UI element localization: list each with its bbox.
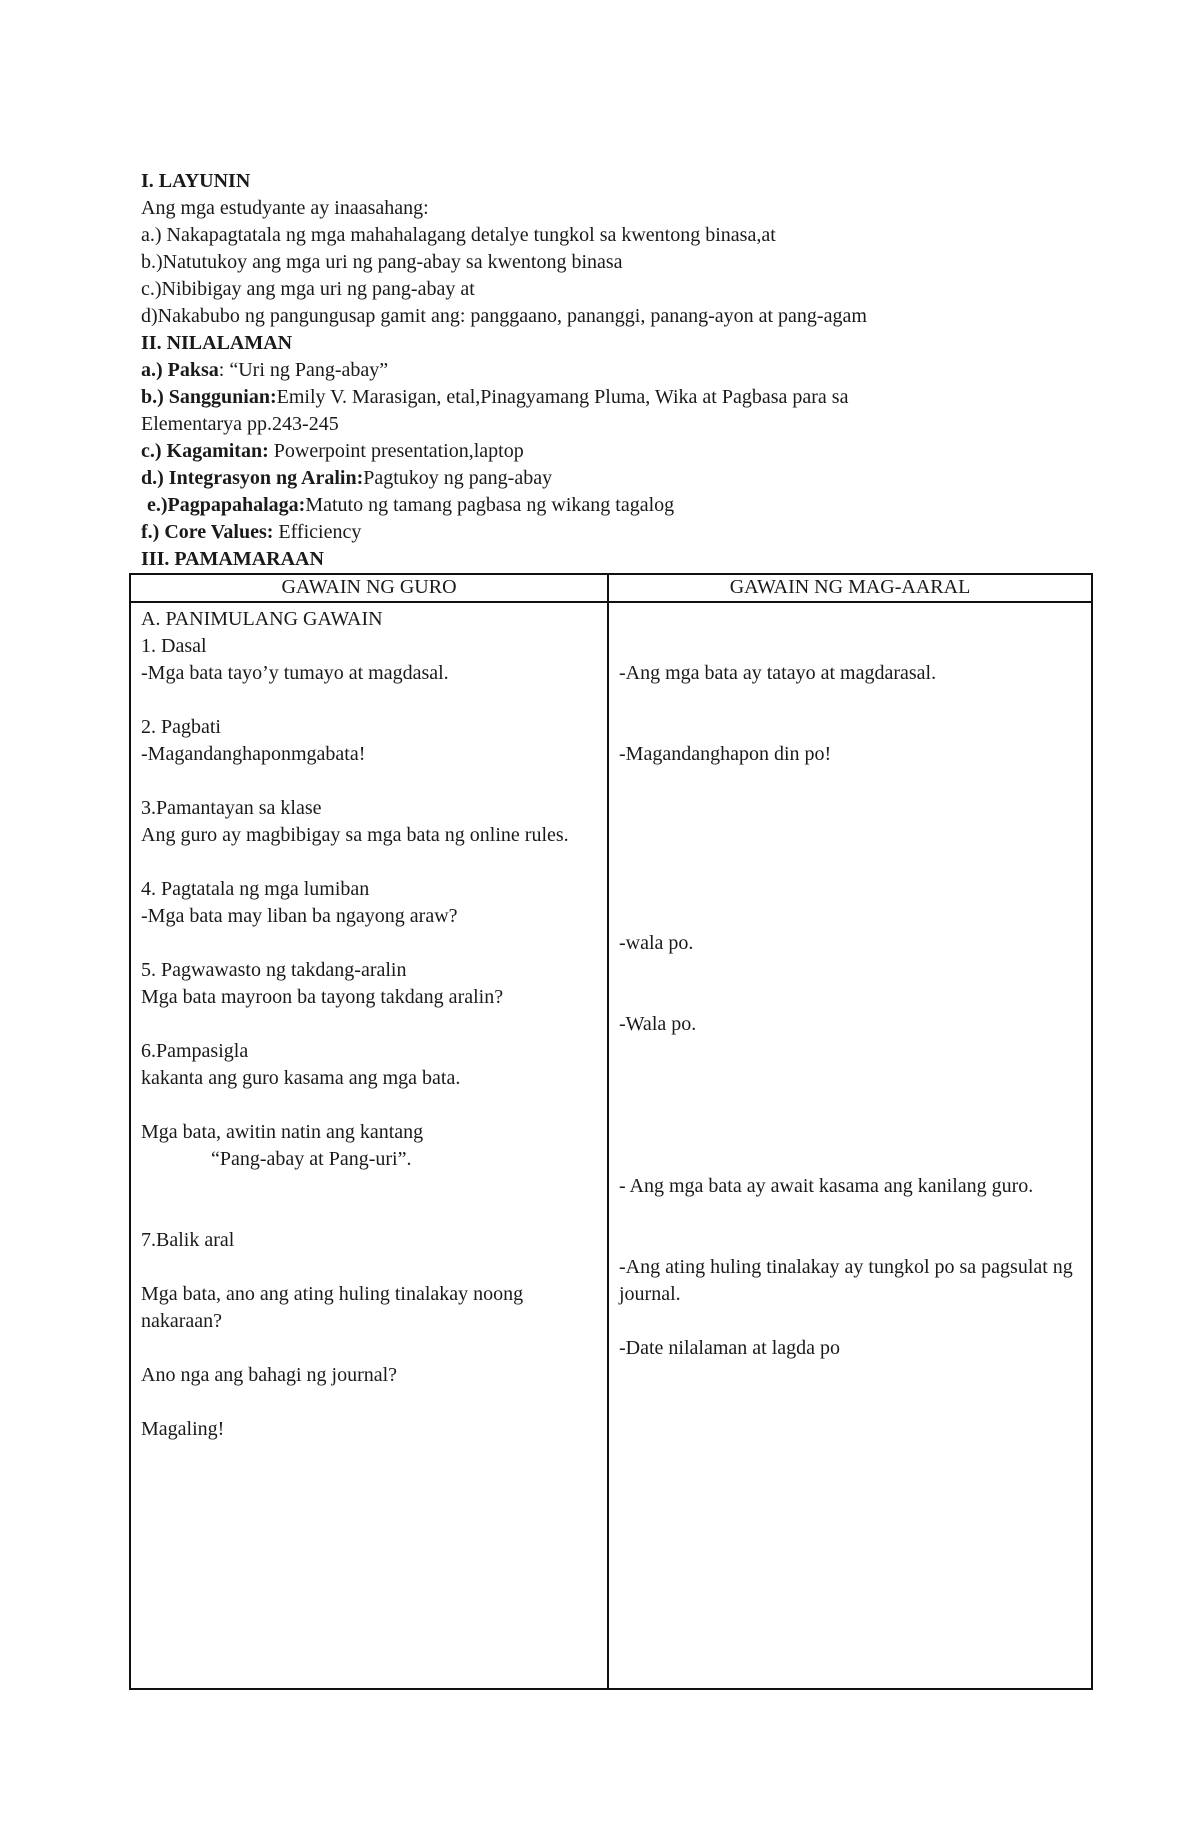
sanggunian-row <box>141 384 1081 411</box>
pagpapahalaga-value: Matuto ng tamang pagbasa ng wikang tagalog <box>305 494 675 516</box>
kagamitan-value: Powerpoint presentation,laptop <box>268 440 524 462</box>
awit-title: “Pang-abay at Pang-uri”. <box>211 1148 412 1170</box>
pamamaraan-table <box>129 573 1093 1690</box>
balik-aral-question-1: Mga bata, ano ang ating huling tinalakay noong nakaraan? <box>141 1283 524 1332</box>
nilalaman-heading: II. NILALAMAN <box>141 332 293 354</box>
table-header-row <box>130 574 1092 602</box>
guro-column <box>130 602 608 1689</box>
pamantayan-text: Ang guro ay magbibigay sa mga bata ng online rules. <box>141 824 569 846</box>
balik-aral-question-2: Ano nga ang bahagi ng journal? <box>141 1364 398 1386</box>
sagot-takdang: -Wala po. <box>619 1013 697 1035</box>
sagot-lumiban: -wala po. <box>619 932 694 954</box>
integrasyon-row <box>141 465 1081 492</box>
integrasyon-value: Pagtukoy ng pang-abay <box>363 467 553 489</box>
core-values-label: f.) Core Values: <box>141 521 274 543</box>
pamantayan-title: 3.Pamantayan sa klase <box>141 797 322 819</box>
layunin-item-d: d)Nakabubo ng pangungusap gamit ang: panggaano, pananggi, panang-ayon at pang-agam <box>141 305 867 327</box>
sanggunian-label: b.) Sanggunian: <box>141 386 277 408</box>
balik-aral-title: 7.Balik aral <box>141 1229 235 1251</box>
panimula-heading: A. PANIMULANG GAWAIN <box>141 608 383 630</box>
takdang-title: 5. Pagwawasto ng takdang-aralin <box>141 959 407 981</box>
paksa-row <box>141 357 1081 384</box>
sagot-balik-aral-1: -Ang ating huling tinalakay ay tungkol po sa pagsulat ng journal. <box>619 1256 1073 1305</box>
kagamitan-label: c.) Kagamitan: <box>141 440 269 462</box>
kagamitan-row <box>141 438 1081 465</box>
pamamaraan-heading: III. PAMAMARAAN <box>141 548 324 570</box>
core-values-value: Efficiency <box>273 521 362 543</box>
dasal-title: 1. Dasal <box>141 635 207 657</box>
sagot-dasal: -Ang mga bata ay tatayo at magdarasal. <box>619 662 937 684</box>
layunin-item-a: a.) Nakapagtatala ng mga mahahalagang detalye tungkol sa kwentong binasa,at <box>141 224 776 246</box>
col-header-guro: GAWAIN NG GURO <box>130 574 608 602</box>
pagpapahalaga-label: e.)Pagpapahalaga: <box>147 494 306 516</box>
col-header-mag-aaral: GAWAIN NG MAG-AARAL <box>608 574 1092 602</box>
dasal-text: -Mga bata tayo’y tumayo at magdasal. <box>141 662 449 684</box>
lumiban-text: -Mga bata may liban ba ngayong araw? <box>141 905 458 927</box>
magaling-text: Magaling! <box>141 1418 225 1440</box>
sanggunian-value-cont: Elementarya pp.243-245 <box>141 413 339 435</box>
takdang-text: Mga bata mayroon ba tayong takdang aralin? <box>141 986 504 1008</box>
layunin-item-c: c.)Nibibigay ang mga uri ng pang-abay at <box>141 278 475 300</box>
layunin-intro: Ang mga estudyante ay inaasahang: <box>141 197 429 219</box>
paksa-value: : “Uri ng Pang-abay” <box>218 359 389 381</box>
sagot-awit: - Ang mga bata ay await kasama ang kanilang guro. <box>619 1175 1034 1197</box>
awit-text: Mga bata, awitin natin ang kantang <box>141 1121 424 1143</box>
layunin-heading: I. LAYUNIN <box>141 170 251 192</box>
pagbati-title: 2. Pagbati <box>141 716 221 738</box>
pampasigla-title: 6.Pampasigla <box>141 1040 249 1062</box>
mag-aaral-column <box>608 602 1092 1689</box>
paksa-label: a.) Paksa <box>141 359 219 381</box>
lumiban-title: 4. Pagtatala ng mga lumiban <box>141 878 370 900</box>
sanggunian-value: Emily V. Marasigan, etal,Pinagyamang Pluma, Wika at Pagbasa para sa <box>276 386 849 408</box>
pampasigla-text: kakanta ang guro kasama ang mga bata. <box>141 1067 461 1089</box>
pagbati-text: -Magandanghaponmgabata! <box>141 743 366 765</box>
core-values-row <box>141 519 1081 546</box>
pagpapahalaga-row <box>141 492 1081 519</box>
integrasyon-label: d.) Integrasyon ng Aralin: <box>141 467 364 489</box>
layunin-item-b: b.)Natutukoy ang mga uri ng pang-abay sa kwentong binasa <box>141 251 623 273</box>
sagot-balik-aral-2: -Date nilalaman at lagda po <box>619 1337 841 1359</box>
lesson-plan-header <box>141 168 1081 573</box>
sagot-pagbati: -Magandanghapon din po! <box>619 743 832 765</box>
table-body-row <box>130 602 1092 1689</box>
